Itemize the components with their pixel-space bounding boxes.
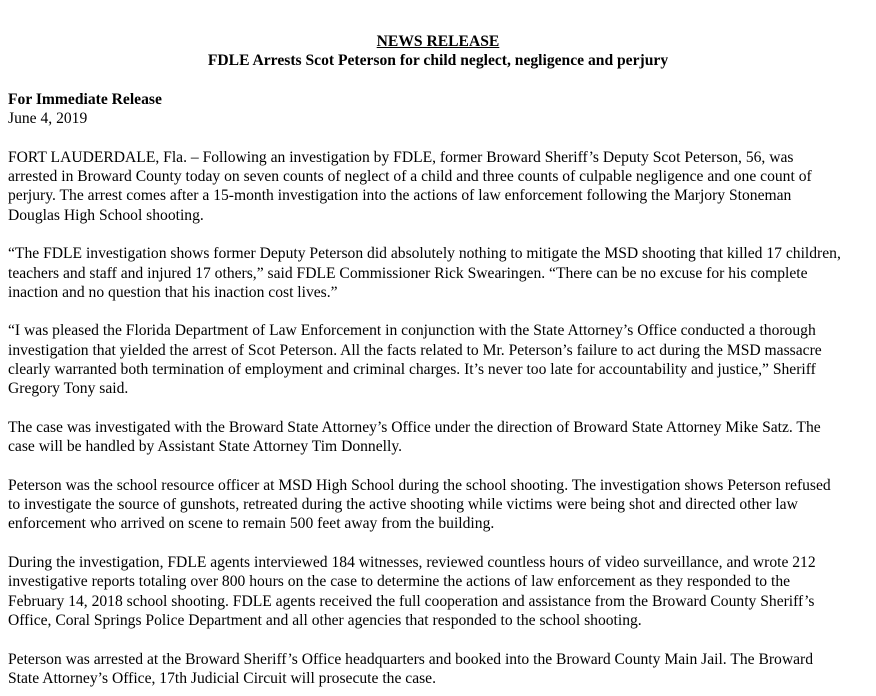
headline: FDLE Arrests Scot Peterson for child neglect, negligence and perjury	[207, 52, 669, 70]
paragraph-line: Douglas High School shooting.	[8, 206, 204, 224]
paragraph-line: investigative reports totaling over 800 hours on the case to determine the actions of law enforcement as they responded to the	[8, 573, 791, 591]
paragraph-line: “I was pleased the Florida Department of Law Enforcement in conjunction with the State Attorney’s Office conducted a thorough	[8, 322, 816, 340]
paragraph	[8, 148, 876, 225]
paragraph	[8, 244, 876, 302]
paragraph	[8, 650, 876, 689]
header	[8, 32, 876, 71]
paragraph-line: arrested in Broward County today on seven counts of neglect of a child and three counts of culpable negligence and one count of	[8, 168, 812, 186]
paragraph-line: clearly warranted both termination of employment and criminal charges. It’s never too late for accountability and justice,” Sheriff	[8, 361, 816, 379]
paragraph-line: Peterson was arrested at the Broward Sheriff’s Office headquarters and booked into the Broward County Main Jail. The Broward	[8, 650, 814, 668]
paragraph-line: Office, Coral Springs Police Department and all other agencies that responded to the school shooting.	[8, 611, 642, 629]
paragraph-line: to investigate the source of gunshots, retreated during the active shooting while victims were being shot and directed other law	[8, 496, 798, 514]
paragraph	[8, 553, 876, 630]
paragraph-line: Gregory Tony said.	[8, 380, 129, 398]
paragraph-line: perjury. The arrest comes after a 15-month investigation into the actions of law enforcement following the Marjory Stoneman	[8, 187, 792, 205]
body	[8, 148, 876, 688]
release-label: For Immediate Release	[8, 90, 162, 108]
paragraph	[8, 418, 876, 457]
paragraph-line: investigation that yielded the arrest of Scot Peterson. All the facts related to Mr. Peterson’s failure to act during the MSD massacre	[8, 341, 822, 359]
paragraph-line: State Attorney’s Office, 17th Judicial Circuit will prosecute the case.	[8, 669, 436, 687]
paragraph-line: “The FDLE investigation shows former Deputy Peterson did absolutely nothing to mitigate the MSD shooting that killed 17 children,	[8, 245, 841, 263]
paragraph-line: Peterson was the school resource officer at MSD High School during the school shooting. The investigation shows Peterson refused	[8, 476, 831, 494]
release-info	[8, 90, 876, 129]
paragraph-line: case will be handled by Assistant State Attorney Tim Donnelly.	[8, 438, 402, 456]
paragraph-line: teachers and staff and injured 17 others,” said FDLE Commissioner Rick Swearingen. “There can be no excuse for his complete	[8, 264, 808, 282]
paragraph-line: February 14, 2018 school shooting. FDLE agents received the full cooperation and assistance from the Broward County Sheriff’s	[8, 592, 815, 610]
release-date: June 4, 2019	[8, 110, 88, 128]
paragraph-line: enforcement who arrived on scene to remain 500 feet away from the building.	[8, 515, 495, 533]
document-title: NEWS RELEASE	[376, 33, 500, 50]
paragraph-line: During the investigation, FDLE agents interviewed 184 witnesses, reviewed countless hours of video surveillance, and wrote 212	[8, 554, 816, 572]
paragraph-line: inaction and no question that his inaction cost lives.”	[8, 283, 338, 301]
paragraph	[8, 321, 876, 398]
paragraph-line: The case was investigated with the Broward State Attorney’s Office under the direction of Broward State Attorney Mike Satz. The	[8, 418, 821, 436]
paragraph-line: FORT LAUDERDALE, Fla. – Following an investigation by FDLE, former Broward Sheriff’s Deputy Scot Peterson, 56, was	[8, 148, 794, 166]
paragraph	[8, 476, 876, 534]
